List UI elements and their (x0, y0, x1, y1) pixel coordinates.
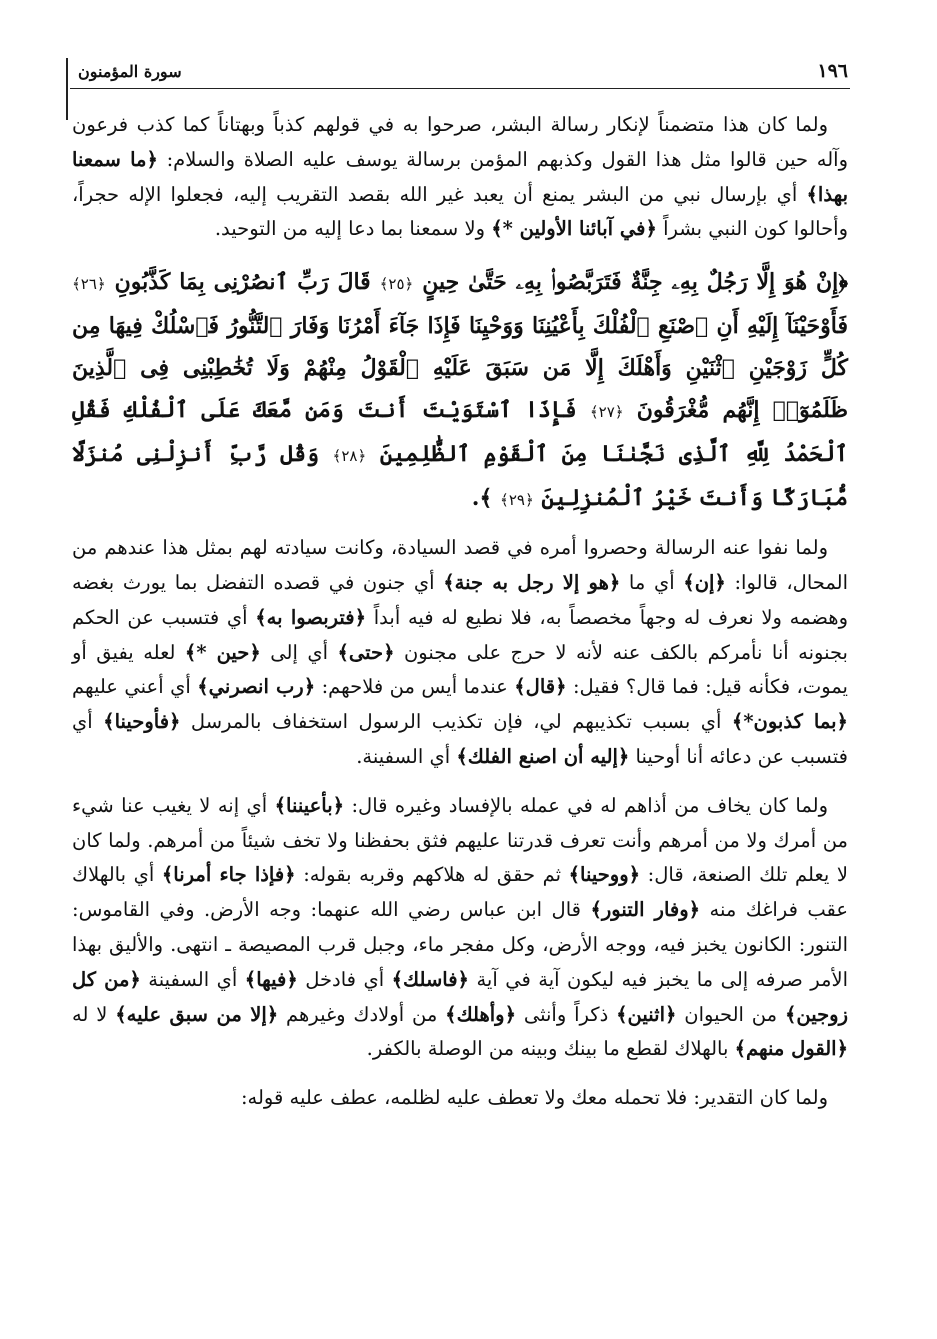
text: ثم حقق له هلاكهم وقربه بقوله: (295, 863, 569, 887)
text: أي ما (620, 570, 684, 594)
text: لعله يفيق أو يموت، فكأنه قيل: فما قال؟ فقيل: (72, 640, 848, 699)
verse-marker-27: ﴿٢٧﴾ (589, 403, 624, 422)
text: أي جنون في قصده التفضل بما يورث بغضه وهضمه ولا نعرف له وجهاً مخصصاً به، فلا نطيع له فيه أبداً (72, 570, 848, 629)
text: أي بالهلاك عقب فراغك منه (72, 863, 848, 922)
quran-quote: ﴿فتربصوا به﴾ (255, 605, 367, 629)
quran-quote: ﴿القول منهم﴾ (734, 1037, 848, 1061)
quran-quote: ﴿فإذا جاء أمرنا﴾ (161, 863, 296, 887)
quran-quote: ﴿وفار التنور﴾ (590, 898, 701, 922)
quran-quote: ﴿من كل زوجين﴾ (72, 967, 848, 1026)
page-body (72, 108, 848, 1130)
text: من الحيوان (676, 1002, 785, 1026)
quran-quote: ﴿بأعيننا﴾ (274, 793, 345, 817)
quran-quote: ﴿وأهلك﴾ (445, 1002, 516, 1026)
text: ولا سمعنا بما دعا إليه من التوحيد. (214, 217, 492, 241)
quran-quote: ﴿حين *﴾ (184, 640, 261, 664)
text: أي أعني عليهم (72, 675, 198, 699)
quran-quote: ﴿فأوحينا﴾ (103, 710, 181, 734)
text: ولما كان التقدير: فلا تحمله معك ولا تعطف عليه لظلمه، عطف عليه قوله: (240, 1086, 828, 1110)
quran-quote: ﴿بما كذبون*﴾ (731, 710, 848, 734)
text: أي السفينة (140, 967, 245, 991)
paragraph-1 (72, 108, 848, 247)
quran-quote: ﴿فيها﴾ (244, 967, 298, 991)
quran-quote: ﴿ووحينا﴾ (568, 863, 641, 887)
text: أي فتسبب عن الحكم بجنونه أنا نأمركم بالكف عنه لأنه لا حرج على مجنون (72, 605, 848, 664)
text: أي السفينة. (356, 744, 457, 768)
text: من أولادك وغيرهم (278, 1002, 446, 1026)
text: عندما أيس من فلاحهم: (315, 675, 515, 699)
paragraph-3 (72, 789, 848, 1067)
quran-verses-block (72, 261, 848, 521)
paragraph-4 (72, 1081, 848, 1116)
page-header (70, 58, 850, 89)
quran-quote: ﴿في آبائنا الأولين *﴾ (491, 217, 657, 241)
verse-marker-25: ﴿٢٥﴾ (379, 275, 414, 294)
quran-quote: ﴿هو إلا رجل به جنة﴾ (443, 570, 621, 594)
text: أي فادخل (297, 967, 392, 991)
text: أي إلى (260, 640, 338, 664)
header-margin-rule (66, 58, 68, 120)
text: لا له (72, 1002, 116, 1026)
quran-quote: ﴿رب انصرني﴾ (197, 675, 316, 699)
text: بالهلاك لقطع ما بينك وبينه من الوصلة بالكفر. (366, 1037, 735, 1061)
verse-28: فَإِذَا ٱسْتَوَيْتَ أَنتَ وَمَن مَّعَكَ عَلَى ٱلْفُلْكِ فَقُلِ ٱلْحَمْدُ لِلَّهِ ٱلَّذِى نَجَّىٰنَا مِنَ ٱلْقَوْمِ ٱلظَّٰلِمِينَ (72, 397, 848, 468)
quran-quote: ﴿حتى﴾ (337, 640, 395, 664)
text: أي فتسبب عن دعائه أنا أوحينا (72, 710, 848, 768)
quran-quote: ﴿ما سمعنا بهذا﴾ (72, 147, 848, 206)
page-number: ١٩٦ (817, 60, 848, 82)
verse-25: ﴿إِنْ هُوَ إِلَّا رَجُلٌ بِهِۦ جِنَّةٌ فَتَرَبَّصُوا۟ بِهِۦ حَتَّىٰ حِينٍ (422, 269, 848, 296)
text: أي بسبب تكذيبهم لي، فإن تكذيب الرسول استخفاف بالمرسل (180, 710, 732, 734)
text: أي بإرسال نبي من البشر يمنع أن يعبد غير الله بقصد التقريب إليه، فجعلوا الإله حجراً، وأحالوا كون النبي بشراً (72, 182, 848, 241)
verse-29: وَقُل رَّبِّ أَنزِلْنِى مُنزَلًا مُّبَارَكًا وَأَنتَ خَيْرُ ٱلْمُنزِلِينَ (72, 441, 848, 512)
verses-close: ﴾. (471, 485, 493, 512)
verse-marker-28: ﴿٢٨﴾ (332, 447, 367, 466)
text: ولما نفوا عنه الرسالة وحصروا أمره في قصد السيادة، وكانت سيادته لهم بمثل هذا عندهم من المحال، قالوا: (72, 536, 848, 594)
quran-quote: ﴿إلا من سبق عليه﴾ (115, 1002, 279, 1026)
quran-quote: ﴿إليه أن اصنع الفلك﴾ (456, 744, 630, 768)
verse-27: فَأَوْحَيْنَآ إِلَيْهِ أَنِ ٱصْنَعِ ٱلْفُلْكَ بِأَعْيُنِنَا وَوَحْيِنَا فَإِذَا جَآءَ أَمْرُنَا وَفَارَ ٱلتَّنُّورُ فَٱسْلُكْ فِيهَا مِن كُلٍّ زَوْجَيْنِ ٱثْنَيْنِ وَأَهْلَكَ إِلَّا مَن سَبَقَ عَلَيْهِ ٱلْقَوْلُ مِنْهُمْ وَلَا تُخَٰطِبْنِى فِى ٱلَّذِينَ ظَلَمُوٓا۟ إِنَّهُم مُّغْرَقُونَ (72, 313, 848, 424)
verse-marker-29: ﴿٢٩﴾ (500, 491, 534, 510)
text: أي إنه لا يغيب عنا شيء من أمرك ولا من أمرهم وأنت تعرف قدرتنا عليهم فثق بحفظنا ولا تخف شيئاً من أمرهم. ولما كان لا يعلم تلك الصنعة، قال: (72, 793, 849, 887)
quran-quote: ﴿إن﴾ (683, 570, 726, 594)
quran-quote: ﴿قال﴾ (514, 675, 567, 699)
surah-title: سورة المؤمنون (78, 62, 182, 81)
quran-quote: ﴿فاسلك﴾ (391, 967, 469, 991)
verse-marker-26: ﴿٢٦﴾ (72, 275, 106, 294)
text: قال ابن عباس رضي الله عنهما: وجه الأرض. وفي القاموس: التنور: الكانون يخبز فيه، ووجه الأرض، وكل مفجر ماء، وجبل قرب المصيصة ـ انتهى. والأليق بهذا الأمر صرفه إلى ما يخبز فيه ليكون آية في آية (72, 898, 848, 991)
text: ولما كان يخاف من أذاهم له في عمله بالإفساد وغيره قال: (344, 793, 828, 817)
text: ولما كان هذا متضمناً لإنكار رسالة البشر، صرحوا به في قولهم كذباً وبهتاناً كما كذب فرعون وآله حين قالوا مثل هذا القول وكذبهم المؤمن برسالة يوسف عليه الصلاة والسلام: (72, 113, 848, 171)
verse-26: قَالَ رَبِّ ٱنصُرْنِى بِمَا كَذَّبُونِ (114, 269, 371, 296)
paragraph-2 (72, 531, 848, 775)
text: ذكراً وأنثى (516, 1002, 617, 1026)
quran-quote: ﴿اثنين﴾ (616, 1002, 677, 1026)
